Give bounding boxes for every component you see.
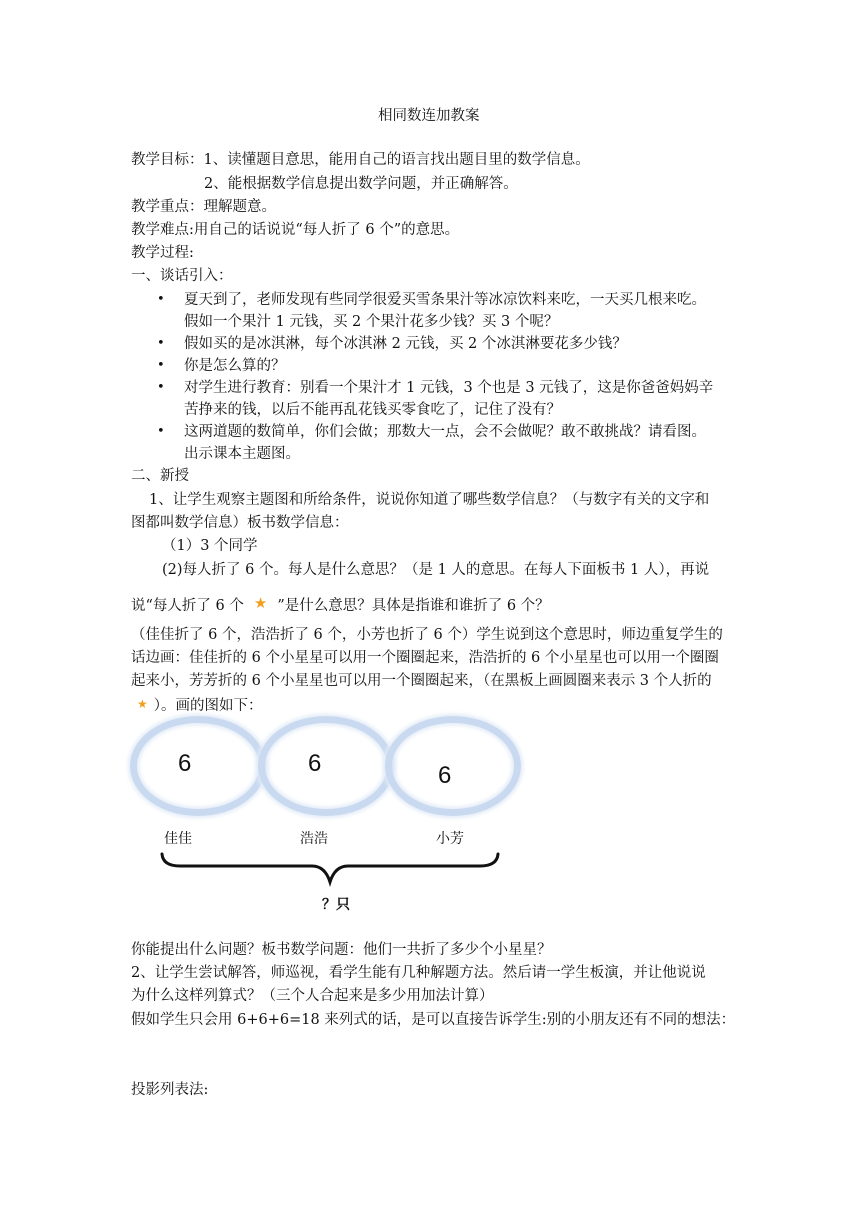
projection-heading: 投影列表法: xyxy=(131,1082,209,1098)
para-2-line-3: 起来小，芳芳折的 6 个小星星也可以用一个圈圈起来，（在黑板上画圆圈来表示 3 个人折的 xyxy=(131,673,712,689)
question-2-line-2: 为什么这样列算式？（三个人合起来是多少用加法计算） xyxy=(131,988,494,1004)
bullet-3-marker: • xyxy=(157,358,165,373)
question-3: 假如学生只会用 6+6+6=18 来列式的话，是可以直接告诉学生:别的小朋友还有不同的想法： xyxy=(131,1012,736,1028)
bullet-2: 假如买的是冰淇淋，每个冰淇淋 2 元钱，买 2 个冰淇淋要花多少钱？ xyxy=(184,336,627,352)
para-2-line-4-text: ）。画的图如下： xyxy=(153,698,263,714)
circle-haohao-number: 6 xyxy=(308,750,322,777)
bullet-1-line-1: 夏天到了，老师发现有些同学很爱买雪条果汁等冰凉饮料来吃，一天买几根来吃。 xyxy=(184,292,706,308)
question-2-line-1: 2、让学生尝试解答，师巡视，看学生能有几种解题方法。然后请一学生板演，并让他说说 xyxy=(131,965,706,981)
bullet-4-line-2: 苦挣来的钱，以后不能再乱花钱买零食吃了，记住了没有？ xyxy=(184,402,561,418)
name-xiaofang: 小芳 xyxy=(436,831,464,847)
name-haohao: 浩浩 xyxy=(300,831,328,847)
para-2-line-2: 话边画：佳佳折的 6 个小星星可以用一个圈圈起来，浩浩折的 6 个小星星也可以用一个圈圈 xyxy=(131,650,719,666)
page-title: 相同数连加教案 xyxy=(378,108,480,124)
info-1: （1）3 个同学 xyxy=(162,538,258,554)
bullet-4-marker: • xyxy=(157,380,165,395)
bullet-4-line-1: 对学生进行教育：别看一个果汁才 1 元钱，3 个也是 3 元钱了，这是你爸爸妈妈辛 xyxy=(184,380,714,396)
goals-line-2: 2、能根据数学信息提出数学问题，并正确解答。 xyxy=(204,176,518,192)
say-line-post: ”是什么意思？具体是指谁和谁折了 6 个？ xyxy=(277,598,550,614)
total-label: ？只 xyxy=(322,897,350,913)
bullet-2-marker: • xyxy=(157,336,165,351)
star-icon: ★ xyxy=(253,594,268,612)
bullet-5-line-1: 这两道题的数简单，你们会做；那数大一点，会不会做呢？敢不敢挑战？请看图。 xyxy=(184,424,706,440)
para-1-line-1: 1、让学生观察主题图和所给条件，说说你知道了哪些数学信息？（与数字有关的文字和 xyxy=(149,492,710,508)
process-heading: 教学过程: xyxy=(131,245,194,261)
section-1-heading: 一、谈话引入： xyxy=(131,268,233,284)
bullet-1-line-2: 假如一个果汁 1 元钱，买 2 个果汁花多少钱？买 3 个呢？ xyxy=(184,314,559,330)
goals-line-1: 教学目标：1、读懂题目意思，能用自己的语言找出题目里的数学信息。 xyxy=(131,152,590,168)
para-1-line-2: 图都叫数学信息）板书数学信息： xyxy=(131,515,349,531)
bullet-3: 你是怎么算的？ xyxy=(184,358,286,374)
key-point: 教学重点：理解题意。 xyxy=(131,199,276,215)
question-1: 你能提出什么问题？板书数学问题：他们一共折了多少个小星星？ xyxy=(131,942,552,958)
section-2-heading: 二、新授 xyxy=(131,468,189,484)
para-2-line-1: （佳佳折了 6 个，浩浩折了 6 个，小芳也折了 6 个）学生说到这个意思时，师边重复学生的 xyxy=(131,627,723,643)
say-line-pre: 说“每人折了 6 个 xyxy=(131,598,244,614)
name-jiajia: 佳佳 xyxy=(164,831,192,847)
bullet-1-marker: • xyxy=(157,292,165,307)
info-2: (2)每人折了 6 个。每人是什么意思？（是 1 人的意思。在每人下面板书 1 人），再说 xyxy=(162,562,710,578)
circle-jiajia-number: 6 xyxy=(178,750,192,777)
difficulty: 教学难点:用自己的话说说“每人折了 6 个”的意思。 xyxy=(131,222,460,238)
small-star-icon: ★ xyxy=(137,697,148,711)
bullet-5-line-2: 出示课本主题图。 xyxy=(184,446,300,462)
bullet-5-marker: • xyxy=(157,424,165,439)
circle-xiaofang-number: 6 xyxy=(438,762,452,789)
